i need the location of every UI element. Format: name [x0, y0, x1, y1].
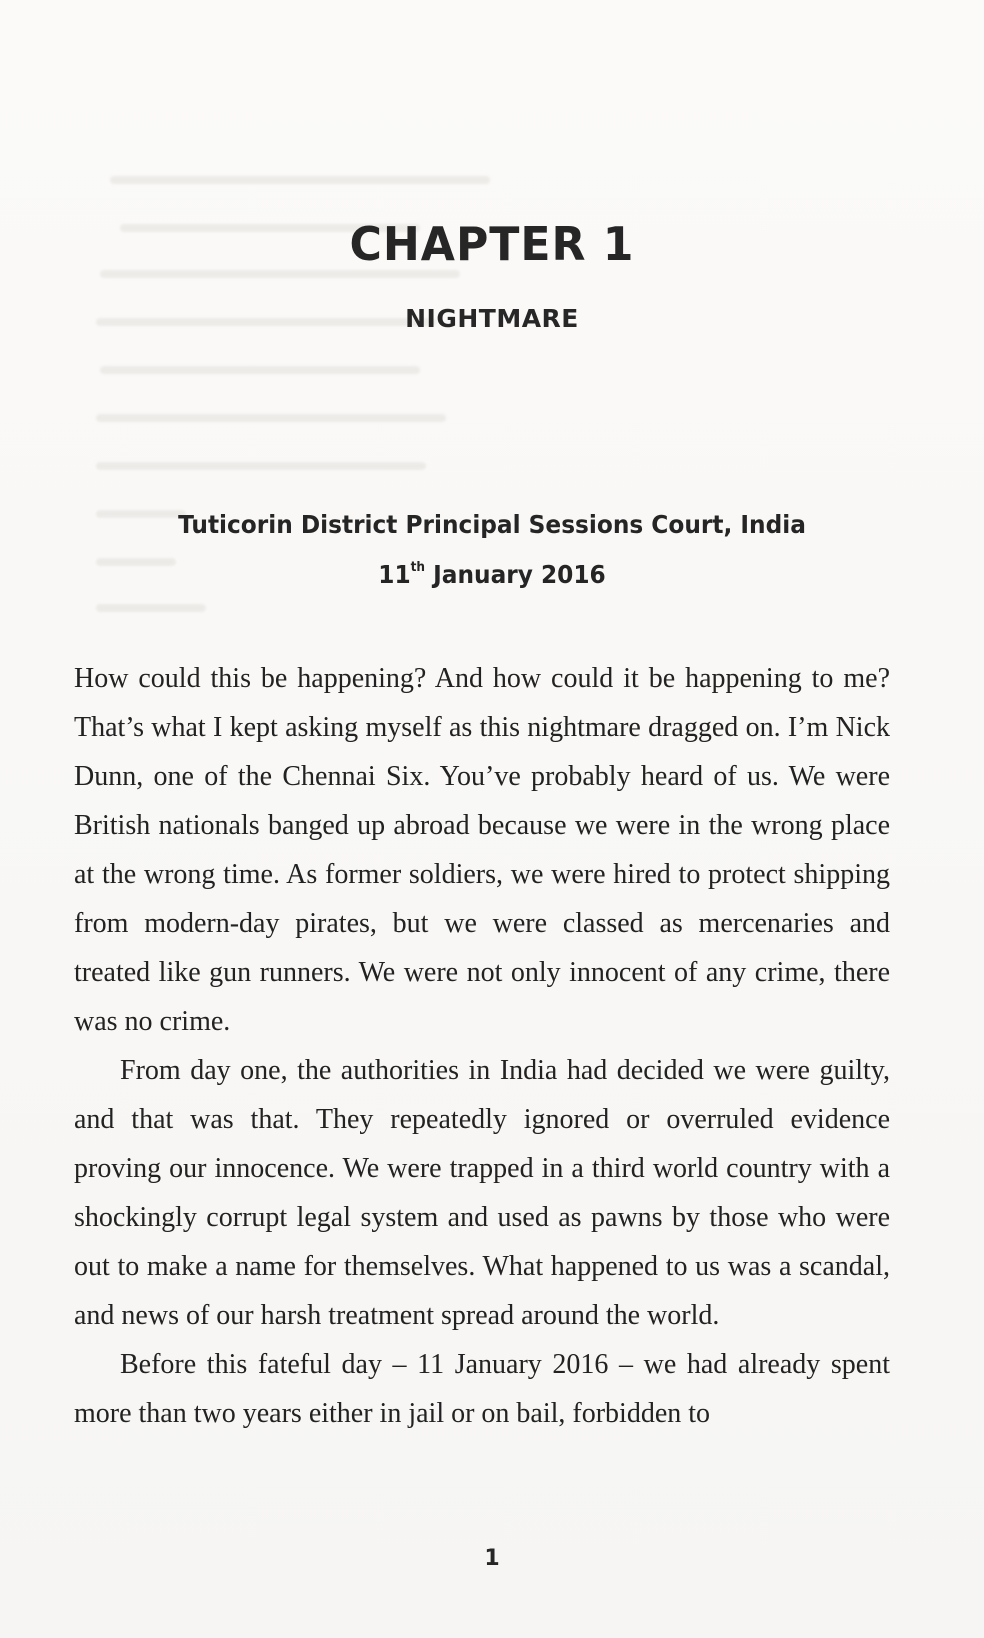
show-through-line [110, 176, 490, 184]
setting-location: Tuticorin District Principal Sessions Court, India [178, 510, 806, 539]
setting-date [34, 558, 949, 592]
date-ordinal-suffix: th [410, 560, 426, 575]
paragraph: Before this fateful day – 11 January 2016 – we had already spent more than two years either in jail or on bail, forbidden to [74, 1349, 890, 1429]
show-through-line [96, 462, 426, 470]
date-month-year: January 2016 [425, 560, 606, 589]
show-through-line [96, 414, 446, 422]
chapter-subtitle: NIGHTMARE [405, 304, 579, 333]
paragraph: From day one, the authorities in India had decided we were guilty, and that was that. They repeatedly ignored or overruled evidence proving our innocence. We were trapped in a third world country with a shockingly corrupt legal system and used as pawns by those who were out to make a name for themselves. What happened to us was a scandal, and news of our harsh treatment spread around the world. [74, 1055, 890, 1331]
page-number: 1 [484, 1546, 500, 1571]
chapter-body [74, 654, 890, 1438]
show-through-line [100, 366, 420, 374]
chapter-title: CHAPTER 1 [349, 217, 635, 271]
show-through-line [96, 604, 206, 612]
date-day: 11 [378, 560, 411, 589]
paragraph: How could this be happening? And how could it be happening to me? That’s what I kept asking myself as this nightmare dragged on. I’m Nick Dunn, one of the Chennai Six. You’ve probably heard of us. We were British nationals banged up abroad because we were in the wrong place at the wrong time. As former soldiers, we were hired to protect shipping from modern-day pirates, but we were classed as mercenaries and treated like gun runners. We were not only innocent of any crime, there was no crime. [74, 663, 890, 1037]
